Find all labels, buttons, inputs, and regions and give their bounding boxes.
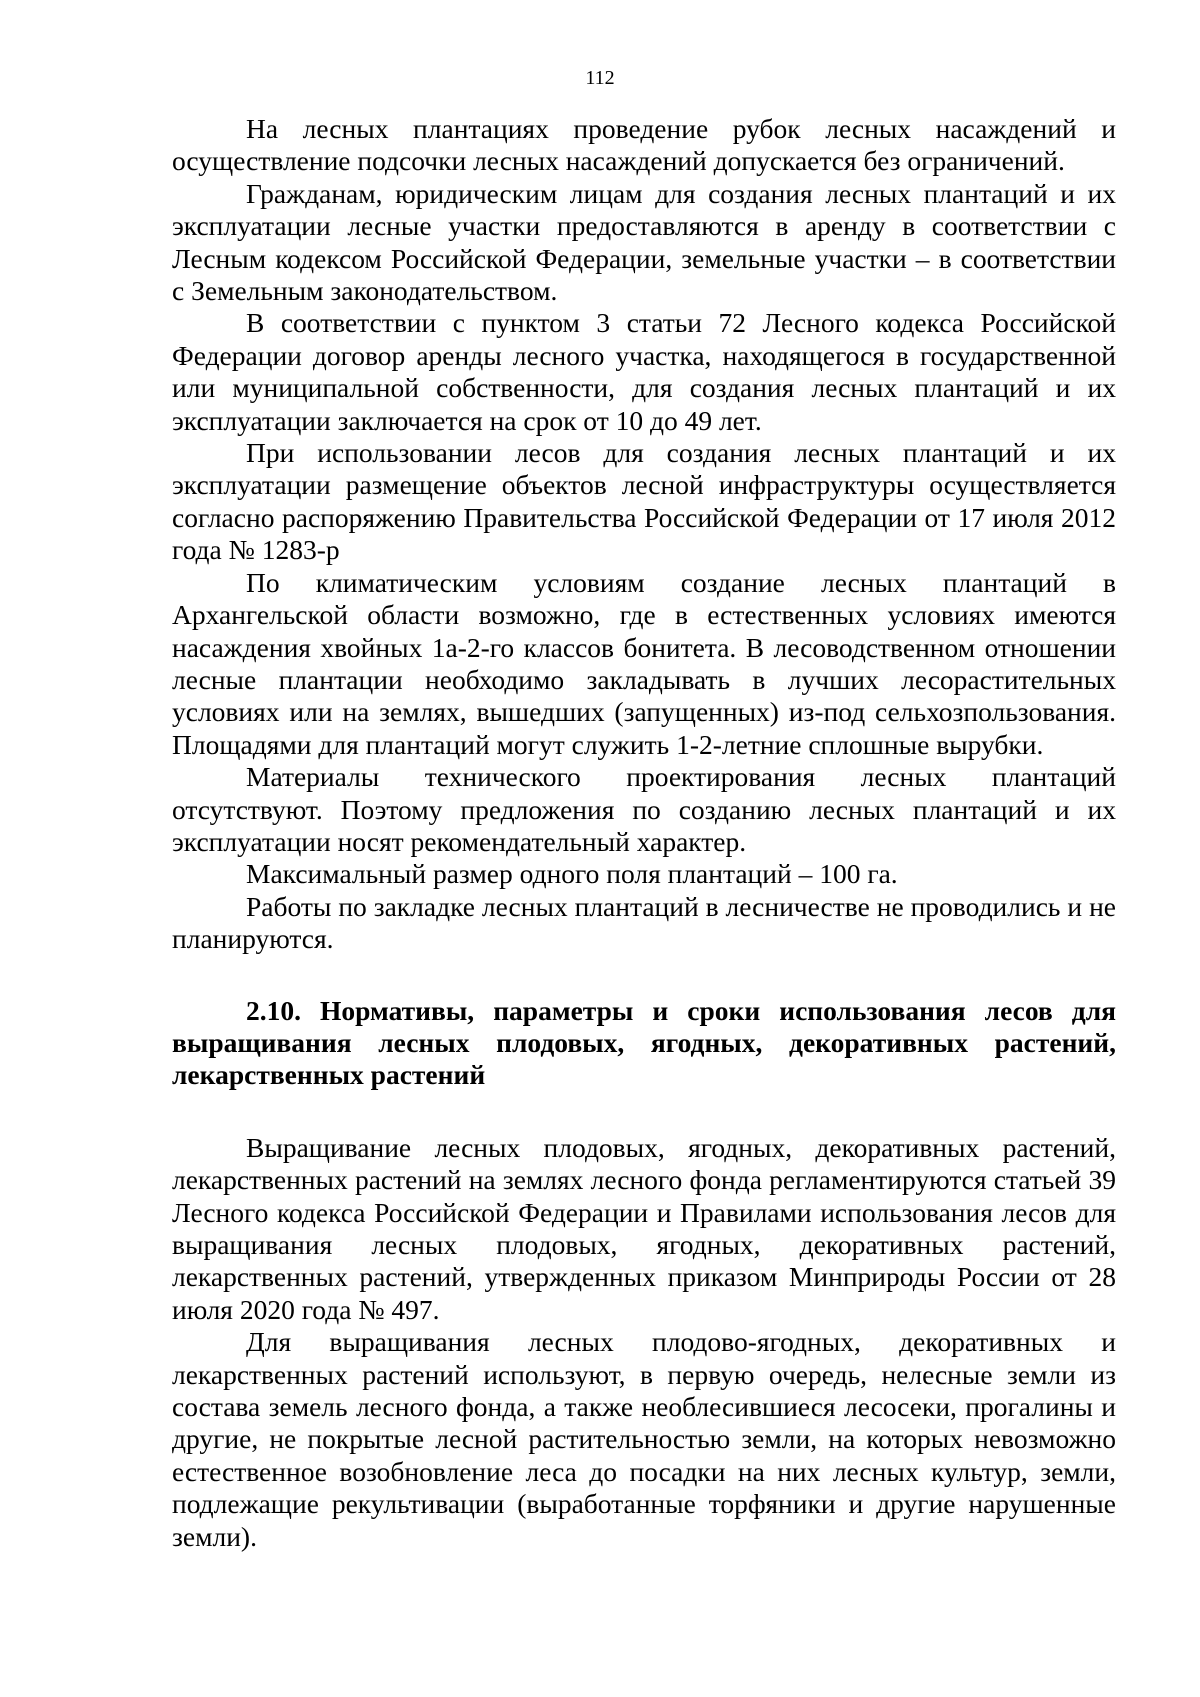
paragraph: Материалы технического проектирования лесных плантаций отсутствуют. Поэтому предложения по созданию лесных плантаций и их эксплуатации носят рекомендательный характер. — [172, 761, 1116, 857]
paragraph: Максимальный размер одного поля плантаций – 100 га. — [246, 858, 898, 890]
paragraph: Выращивание лесных плодовых, ягодных, декоративных растений, лекарственных растений на землях лесного фонда регламентируются статьей 39 Лесного кодекса Российской Федерации и Правилами использования лесов для выращивания лесных плодовых, ягодных, декоративных растений, лекарственных растений, утвержденных приказом Минприроды России от 28 июля 2020 года № 497. — [172, 1131, 1116, 1325]
document-body — [172, 113, 1116, 1553]
paragraph: Для выращивания лесных плодово-ягодных, декоративных и лекарственных растений используют, в первую очередь, нелесные земли из состава земель лесного фонда, а также необлесившиеся лесосеки, прогалины и другие, не покрытые лесной растительностью земли, на которых невозможно естественное возобновление леса до посадки на них лесных культур, земли, подлежащие рекультивации (выработанные торфяники и другие нарушенные земли). — [172, 1326, 1116, 1552]
paragraph: При использовании лесов для создания лесных плантаций и их эксплуатации размещение объектов лесной инфраструктуры осуществляется согласно распоряжению Правительства Российской Федерации от 17 июля 2012 года № 1283-р — [172, 437, 1116, 566]
paragraph: Работы по закладке лесных плантаций в лесничестве не проводились и не планируются. — [172, 890, 1116, 955]
page-number: 112 — [585, 67, 615, 89]
paragraph: По климатическим условиям создание лесных плантаций в Архангельской области возможно, где в естественных условиях имеются насаждения хвойных 1а-2-го классов бонитета. В лесоводственном отношении лесные плантации необходимо закладывать в лучших лесорастительных условиях или на землях, вышедших (запущенных) из-под сельхозпользования. Площадями для плантаций могут служить 1-2-летние сплошные вырубки. — [172, 566, 1116, 760]
paragraph: Гражданам, юридическим лицам для создания лесных плантаций и их эксплуатации лесные участки предоставляются в аренду в соответствии с Лесным кодексом Российской Федерации, земельные участки – в соответствии с Земельным законодательством. — [172, 177, 1116, 307]
section-heading: 2.10. Нормативы, параметры и сроки использования лесов для выращивания лесных плодовых, ягодных, декоративных растений, лекарственных растений — [172, 994, 1116, 1091]
paragraph: На лесных плантациях проведение рубок лесных насаждений и осуществление подсочки лесных насаждений допускается без ограничений. — [172, 113, 1116, 177]
paragraph: В соответствии с пунктом 3 статьи 72 Лесного кодекса Российской Федерации договор аренды лесного участка, находящегося в государственной или муниципальной собственности, для создания лесных плантаций и их эксплуатации заключается на срок от 10 до 49 лет. — [172, 307, 1116, 436]
